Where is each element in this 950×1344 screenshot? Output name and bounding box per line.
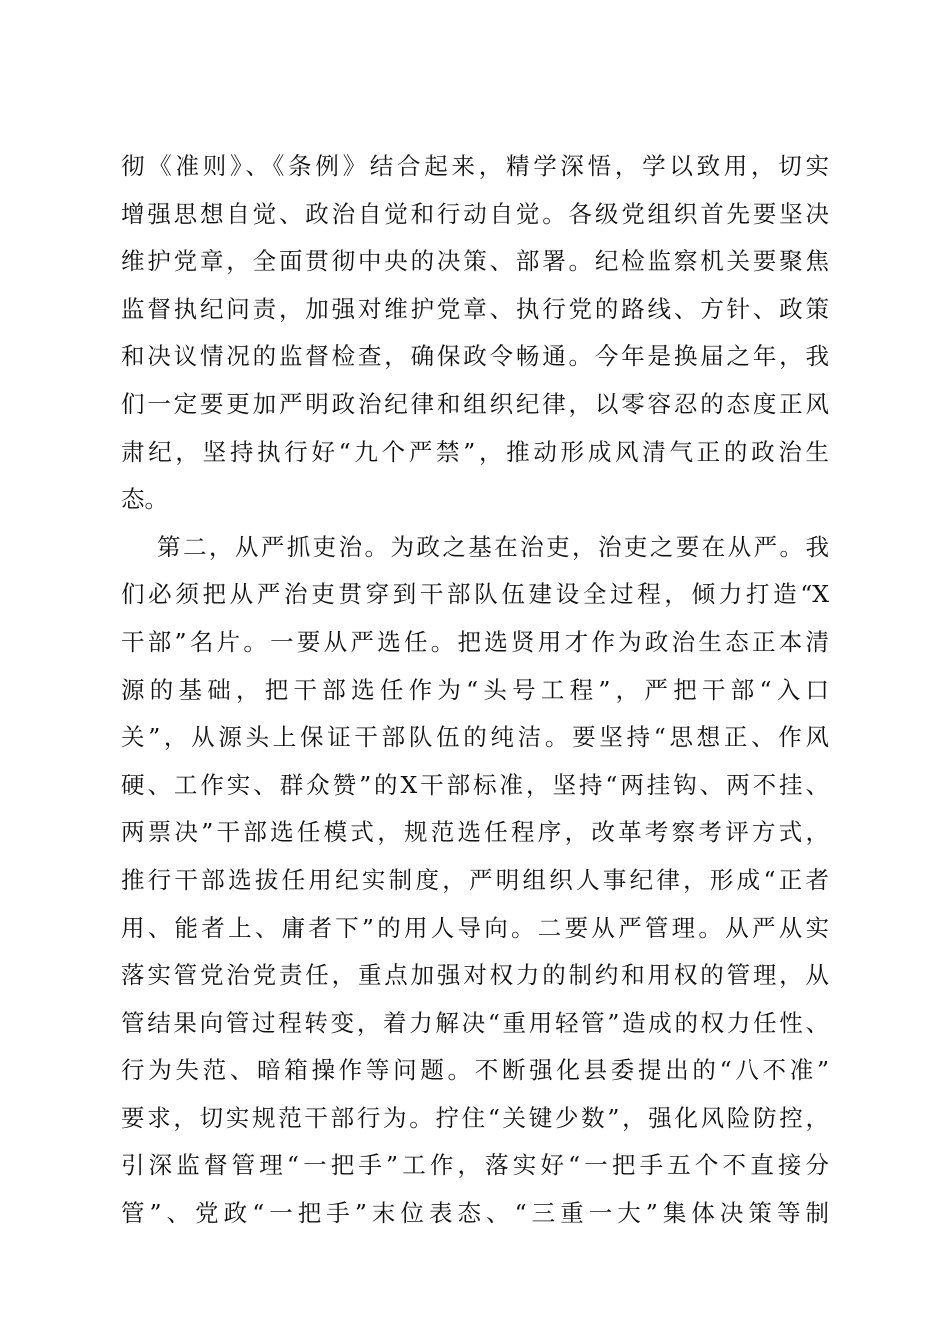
text-line: 关”，从源头上保证干部队伍的纯洁。要坚持“思想正、作风 [121,723,829,752]
text-line: 源的基础，把干部选任作为“头号工程”，严把干部“入口 [121,675,829,704]
document-body [121,143,829,1238]
text-line: 管结果向管过程转变，着力解决“重用轻管”造成的权力任性、 [121,1008,829,1037]
text-line: 增强思想自觉、政治自觉和行动自觉。各级党组织首先要坚决 [121,199,829,228]
text-line: 们必须把从严治吏贯穿到干部队伍建设全过程，倾力打造“X [121,580,829,609]
text-line: 硬、工作实、群众赞”的X干部标准，坚持“两挂钩、两不挂、 [121,770,829,799]
text-line: 态。 [121,485,168,514]
text-line: 和决议情况的监督检查，确保政令畅通。今年是换届之年，我 [121,342,829,371]
text-line: 维护党章，全面贯彻中央的决策、部署。纪检监察机关要聚焦 [121,247,829,276]
text-line: 用、能者上、庸者下”的用人导向。二要从严管理。从严从实 [121,913,829,942]
text-line: 行为失范、暗箱操作等问题。不断强化县委提出的“八不准” [121,1056,829,1085]
text-line: 第二，从严抓吏治。为政之基在治吏，治吏之要在从严。我 [157,532,829,561]
text-line: 引深监督管理“一把手”工作，落实好“一把手五个不直接分 [121,1151,829,1180]
text-line: 彻《准则》、《条例》结合起来，精学深悟，学以致用，切实 [121,152,829,180]
text-line: 干部”名片。一要从严选任。把选贤用才作为政治生态正本清 [121,627,829,656]
text-line: 肃纪，坚持执行好“九个严禁”，推动形成风清气正的政治生 [121,437,829,466]
text-line: 推行干部选拔任用纪实制度，严明组织人事纪律，形成“正者 [121,865,829,894]
text-line: 要求，切实规范干部行为。拧住“关键少数”，强化风险防控， [121,1103,829,1132]
paragraph-2 [121,524,829,1238]
text-line: 落实管党治党责任，重点加强对权力的制约和用权的管理，从 [121,961,829,990]
text-line: 监督执纪问责，加强对维护党章、执行党的路线、方针、政策 [121,294,829,323]
paragraph-1 [121,143,829,524]
text-line: 们一定要更加严明政治纪律和组织纪律，以零容忍的态度正风 [121,389,829,418]
text-line: 管”、党政“一把手”末位表态、“三重一大”集体决策等制 [121,1199,829,1228]
text-line: 两票决”干部选任模式，规范选任程序，改革考察考评方式， [121,818,829,847]
